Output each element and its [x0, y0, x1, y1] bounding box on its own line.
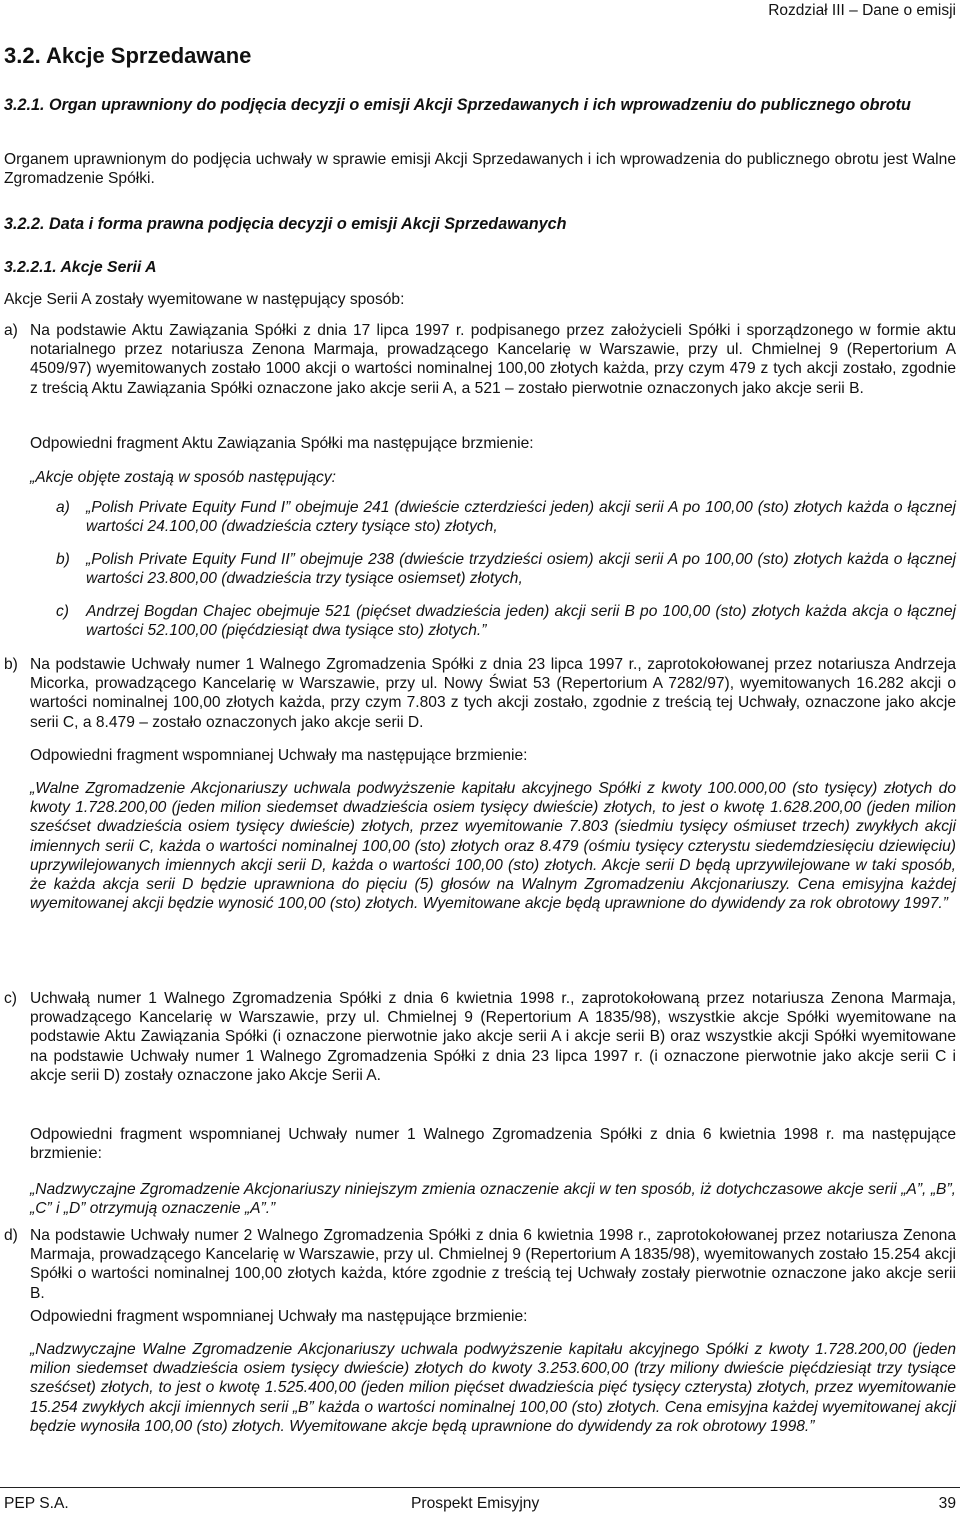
quote-item-label: b) [56, 551, 70, 568]
list-item-c [4, 989, 956, 1085]
heading-3-2-1: 3.2.1. Organ uprawniony do podjęcia decyzji o emisji Akcji Sprzedawanych i ich wprowadzeniu do publicznego obrotu [4, 96, 911, 114]
heading-3-2-2: 3.2.2. Data i forma prawna podjęcia decyzji o emisji Akcji Sprzedawanych [4, 215, 567, 233]
quote-item-label: c) [56, 603, 69, 620]
quote-item [56, 498, 956, 536]
fragment-intro-b: Odpowiedni fragment wspomnianej Uchwały ma następujące brzmienie: [30, 747, 528, 764]
list-item-b [4, 655, 956, 732]
section-title: 3.2. Akcje Sprzedawane [4, 43, 252, 68]
heading-3-2-2-1: 3.2.2.1. Akcje Serii A [4, 259, 157, 276]
list-text: Na podstawie Aktu Zawiązania Spółki z dnia 17 lipca 1997 r. podpisanego przez założycieli Spółki i sporządzonego w formie aktu notarialnego przez notariusza Zenona Marmaja, prowadzącego Kancelarię w Warszawie, przy ul. Chmielnej 9 (Repertorium A 4509/97) wyemitowanych zostało 1000 akcji o wartości nominalnej 100,00 złotych każda, przy czym 479 z tych akcji zostało, zgodnie z treścią Aktu Zawiązania Spółki oznaczone jako akcje serii A, a 521 – zostało pierwotnie oznaczonych jako akcje serii B. [30, 322, 956, 397]
list-text: Na podstawie Uchwały numer 2 Walnego Zgromadzenia Spółki z dnia 6 kwietnia 1998 r., zaprotokołowanej przez notariusza Zenona Marmaja, prowadzącego Kancelarię w Warszawie, przy ul. Chmielnej 9 (Repertorium A 1835/98), wyemitowanych zostało 15.254 akcji Spółki o wartości nominalnej 100,00 złotych każda, które zgodnie z treścią tej Uchwały zostały pierwotnie oznaczone jako akcje serii B. [30, 1227, 956, 1302]
quote-intro-a: „Akcje objęte zostają w sposób następujący: [30, 469, 336, 486]
list-text: Uchwałą numer 1 Walnego Zgromadzenia Spółki z dnia 6 kwietnia 1998 r., zaprotokołowaną przez notariusza Zenona Marmaja, prowadzącego Kancelarię w Warszawie, przy ul. Chmielnej 9 (Repertorium A 1835/98), wszystkie akcje Spółki wyemitowane na podstawie Aktu Zawiązania Spółki (i oznaczone pierwotnie jako akcje serii A i akcje serii B) oraz wszystkie akcji Spółki wyemitowane na podstawie Uchwały numer 1 Walnego Zgromadzenia Spółki z dnia 23 lipca 1997 r. (i oznaczone pierwotnie jako akcje serii C i akcje serii D) zostały oznaczone jako Akcje Serii A. [30, 990, 956, 1084]
quote-item-label: a) [56, 499, 70, 516]
list-item-a [4, 321, 956, 398]
quote-d: „Nadzwyczajne Walne Zgromadzenie Akcjonariuszy uchwala podwyższenie kapitału akcyjnego Spółki z kwoty 1.728.200,00 (jeden milion siedemset dwadzieścia osiem tysięcy dwieście) złotych do kwoty 3.253.600,00 (trzy miliony dwieście pięćdziesiąt trzy tysiące sześćset) złotych, to jest o kwotę 1.525.400,00 (jeden milion pięćset dwadzieścia pięć tysięcy czterysta) złotych, przez wyemitowanie 15.254 zwykłych akcji imiennych serii „B” każda o wartości nominalnej 100,00 (sto) złotych. Cena emisyjna każdej wyemitowanej akcji będzie wynosiła 100,00 (sto) złotych. Wyemitowane akcje będą uprawnione do dywidendy za rok obrotowy 1998.” [30, 1341, 956, 1435]
list-label: d) [4, 1227, 18, 1244]
quote-item [56, 550, 956, 588]
list-label: c) [4, 990, 17, 1007]
list-label: a) [4, 322, 18, 339]
page-number: 39 [938, 1495, 956, 1512]
fragment-intro-c: Odpowiedni fragment wspomnianej Uchwały numer 1 Walnego Zgromadzenia Spółki z dnia 6 kwietnia 1998 r. ma następujące brzmienie: [30, 1126, 956, 1163]
footer-title: Prospekt Emisyjny [411, 1495, 540, 1512]
running-head: Rozdział III – Dane o emisji [768, 2, 956, 19]
quote-c: „Nadzwyczajne Zgromadzenie Akcjonariuszy niniejszym zmienia oznaczenie akcji w ten sposób, iż dotychczasowe akcje serii „A”, „B”, „C” i „D” otrzymują oznaczenie „A”.” [30, 1181, 956, 1218]
series-a-intro: Akcje Serii A zostały wyemitowane w następujący sposób: [4, 291, 405, 308]
quote-item-text: „Polish Private Equity Fund II” obejmuje 238 (dwieście trzydzieści osiem) akcji serii A po 100,00 (sto) złotych każda o łącznej wartości 23.800,00 (dwadzieścia trzy tysiące osiemset) złotych, [86, 551, 956, 588]
quote-b: „Walne Zgromadzenie Akcjonariuszy uchwala podwyższenie kapitału akcyjnego Spółki z kwoty 100.000,00 (sto tysięcy) złotych do kwoty 1.728.200,00 (jeden milion siedemset dwadzieścia osiem tysięcy dwieście) złotych, to jest o kwotę 1.628.200,00 (jeden milion sześćset dwadzieścia osiem tysięcy dwieście) złotych, przez wyemitowanie 7.803 (siedmiu tysięcy ośmiuset trzech) zwykłych akcji imiennych serii C, każda o wartości nominalnej 100,00 (sto) złotych oraz 8.479 (ośmiu tysięcy czterystu siedemdziesięciu dziewięciu) uprzywilejowanych imiennych akcji serii D, każda o wartości 100,00 (sto) złotych. Akcje serii D będą uprzywilejowane w taki sposób, że każda akcja serii D będzie uprawniona do pięciu (5) głosów na Walnym Zgromadzeniu Akcjonariuszy. Cena emisyjna każdej wyemitowanej akcji będzie wynosić 100,00 (sto) złotych. Wyemitowane akcje będą uprawnione do dywidendy za rok obrotowy 1997.” [30, 780, 956, 913]
list-label: b) [4, 656, 18, 673]
paragraph-3-2-1: Organem uprawnionym do podjęcia uchwały w sprawie emisji Akcji Sprzedawanych i ich wprowadzenia do publicznego obrotu jest Walne Zgromadzenie Spółki. [4, 151, 956, 188]
fragment-intro-d: Odpowiedni fragment wspomnianej Uchwały ma następujące brzmienie: [30, 1308, 528, 1325]
list-text: Na podstawie Uchwały numer 1 Walnego Zgromadzenia Spółki z dnia 23 lipca 1997 r., zaprotokołowanej przez notariusza Andrzeja Micorka, prowadzącego Kancelarię w Warszawie, przy ul. Nowy Świat 53 (Repertorium A 7282/97), wyemitowanych 16.282 akcji o wartości nominalnej 100,00 złotych każda, przy czym 7.803 z tych akcji zostało, zgodnie z treścią tej Uchwały, oznaczone jako akcje serii C, a 8.479 – zostało oznaczonych jako akcje serii D. [30, 656, 956, 731]
quote-item-text: Andrzej Bogdan Chajec obejmuje 521 (pięćset dwadzieścia jeden) akcji serii B po 100,00 (sto) złotych każda akcja o łącznej wartości 52.100,00 (pięćdziesiąt dwa tysiące sto) złotych.” [86, 603, 956, 640]
footer-rule [0, 1487, 960, 1488]
list-item-d [4, 1226, 956, 1303]
quote-item-text: „Polish Private Equity Fund I” obejmuje 241 (dwieście czterdzieści jeden) akcji serii A po 100,00 (sto) złotych każda o łącznej wartości 24.100,00 (dwadzieścia cztery tysiące sto) złotych, [86, 499, 956, 536]
quote-item [56, 602, 956, 640]
fragment-intro-a: Odpowiedni fragment Aktu Zawiązania Spółki ma następujące brzmienie: [30, 435, 534, 452]
footer-company: PEP S.A. [4, 1495, 69, 1512]
